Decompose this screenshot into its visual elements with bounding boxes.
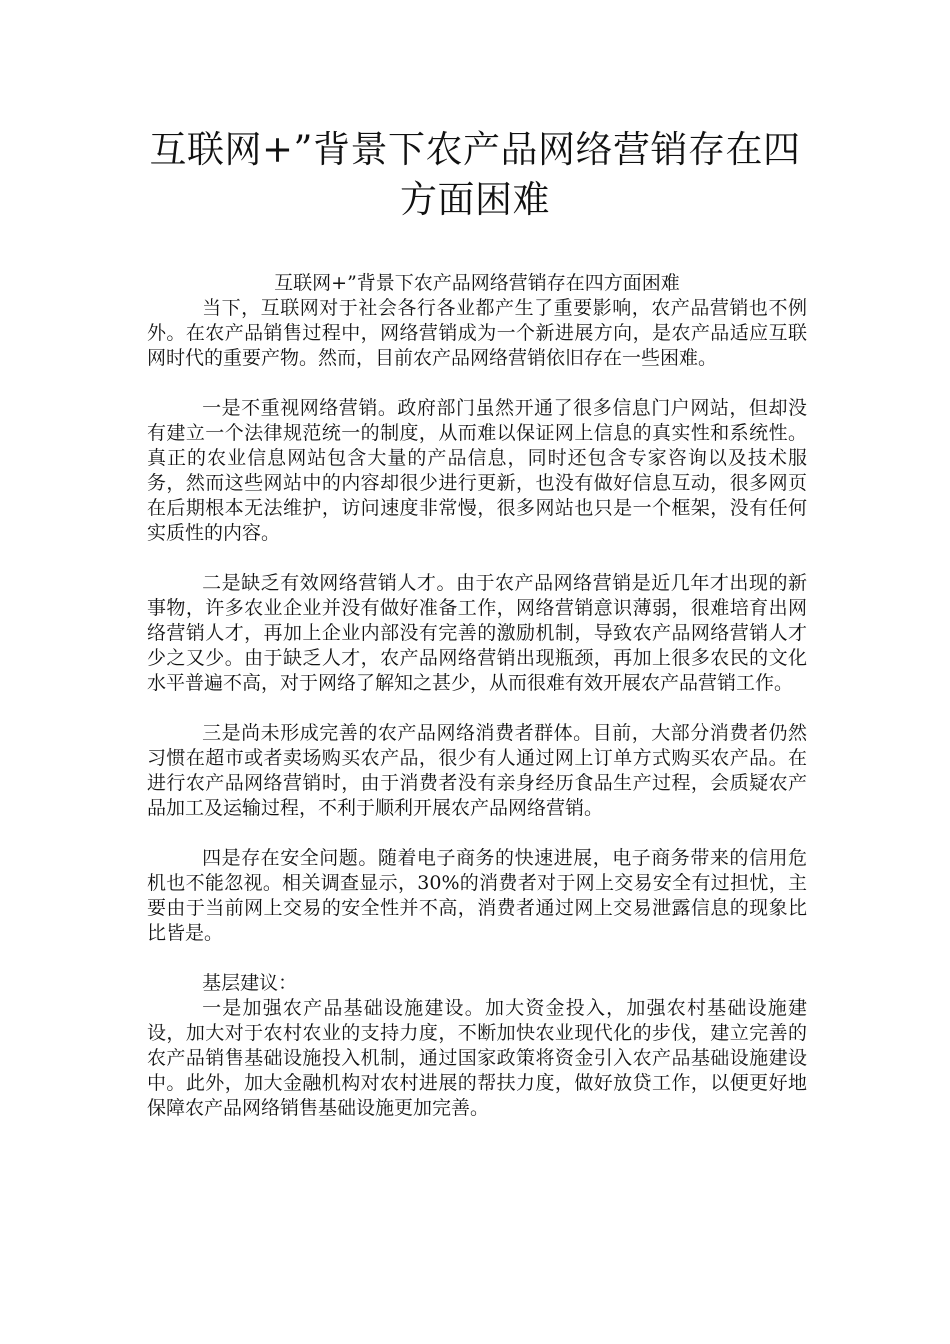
paragraph-intro: 当下，互联网对于社会各行各业都产生了重要影响，农产品营销也不例外。在农产品销售过程中，网络营销成为一个新进展方向，是农产品适应互联网时代的重要产物。然而，目前农产品网络营销依旧存在一些困难。 [147,297,807,369]
paragraph-suggestion-one: 一是加强农产品基础设施建设。加大资金投入，加强农村基础设施建设，加大对于农村农业的支持力度，不断加快农业现代化的步伐，建立完善的农产品销售基础设施投入机制，通过国家政策将资金引入农产品基础设施建设中。此外，加大金融机构对农村进展的帮扶力度，做好放贷工作，以便更好地保障农产品网络销售基础设施更加完善。 [147,997,807,1119]
article-subtitle: 互联网+”背景下农产品网络营销存在四方面困难 [274,272,680,294]
paragraph-point-one: 一是不重视网络营销。政府部门虽然开通了很多信息门户网站，但却没有建立一个法律规范统一的制度，从而难以保证网上信息的真实性和系统性。真正的农业信息网站包含大量的产品信息，同时还包含专家咨询以及技术服务，然而这些网站中的内容却很少进行更新，也没有做好信息互动，很多网页在后期根本无法维护，访问速度非常慢，很多网站也只是一个框架，没有任何实质性的内容。 [147,397,807,544]
paragraph-point-four: 四是存在安全问题。随着电子商务的快速进展，电子商务带来的信用危机也不能忽视。相关调查显示，30%的消费者对于网上交易安全有过担忧，主要由于当前网上交易的安全性并不高，消费者通过网上交易泄露信息的现象比比皆是。 [147,847,807,944]
paragraph-point-three: 三是尚未形成完善的农产品网络消费者群体。目前，大部分消费者仍然习惯在超市或者卖场购买农产品，很少有人通过网上订单方式购买农产品。在进行农产品网络营销时，由于消费者没有亲身经历食品生产过程，会质疑农产品加工及运输过程，不利于顺利开展农产品网络营销。 [147,722,807,819]
paragraph-point-two: 二是缺乏有效网络营销人才。由于农产品网络营销是近几年才出现的新事物，许多农业企业并没有做好准备工作，网络营销意识薄弱，很难培育出网络营销人才，再加上企业内部没有完善的激励机制，导致农产品网络营销人才少之又少。由于缺乏人才，农产品网络营销出现瓶颈，再加上很多农民的文化水平普遍不高，对于网络了解知之甚少，从而很难有效开展农产品营销工作。 [147,572,807,694]
document-title: 互联网+”背景下农产品网络营销存在四方面困难 [149,128,801,221]
document-body [147,271,807,1121]
section-heading-suggestions: 基层建议： [202,972,298,994]
